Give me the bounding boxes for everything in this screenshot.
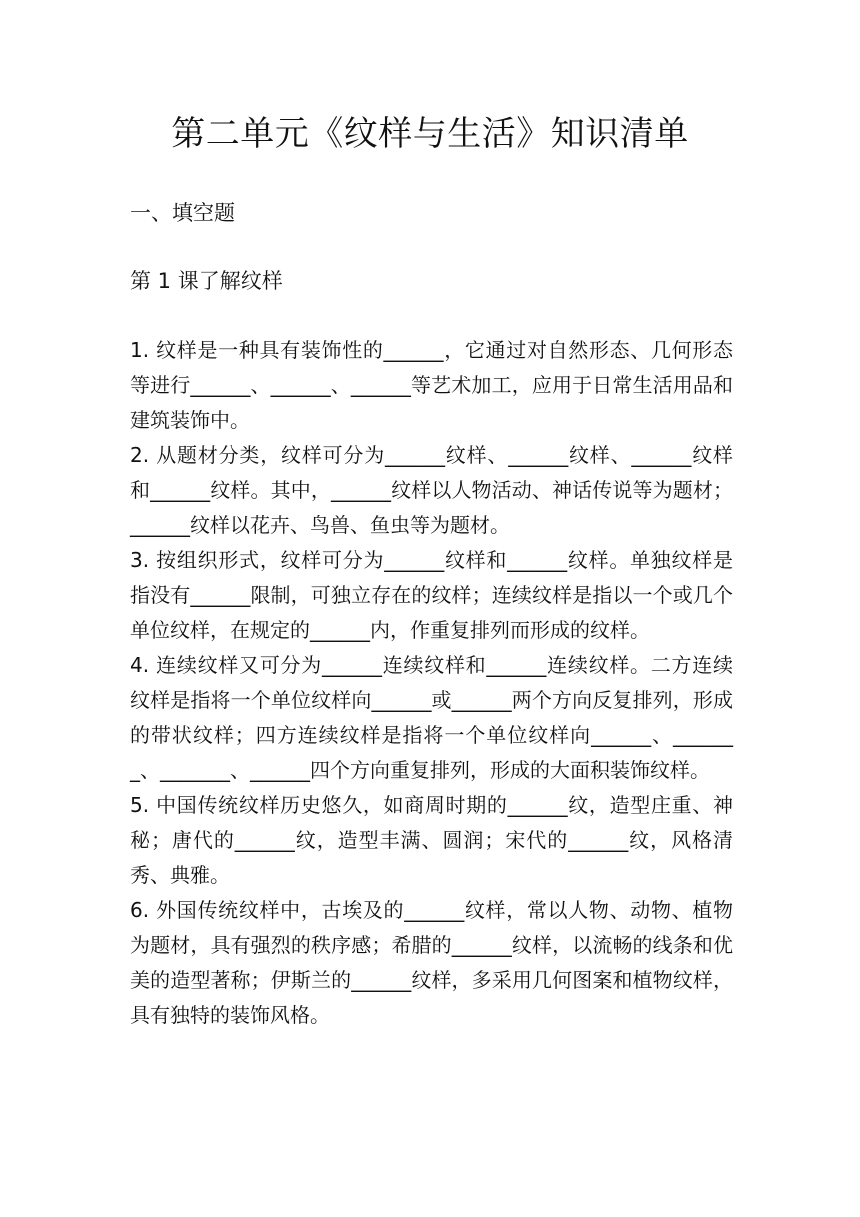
question-item-2: 2. 从题材分类，纹样可分为______纹样、______纹样、______纹样和______纹样。其中，______纹样以人物活动、神话传说等为题材；______纹样以花卉、鸟兽、鱼虫等为题材。: [130, 443, 733, 537]
question-item-1: 1. 纹样是一种具有装饰性的______，它通过对自然形态、几何形态等进行______、______、______等艺术加工，应用于日常生活用品和建筑装饰中。: [130, 338, 733, 432]
question-item-5: 5. 中国传统纹样历史悠久，如商周时期的______纹，造型庄重、神秘；唐代的______纹，造型丰满、圆润；宋代的______纹，风格清秀、典雅。: [130, 793, 733, 887]
question-list: [130, 333, 733, 1033]
section-heading: 一、填空题: [130, 201, 235, 225]
question-item-6: 6. 外国传统纹样中，古埃及的______纹样，常以人物、动物、植物为题材，具有强烈的秩序感；希腊的______纹样，以流畅的线条和优美的造型著称；伊斯兰的______纹样，多采用几何图案和植物纹样，具有独特的装饰风格。: [130, 898, 733, 1027]
document-title: 第二单元《纹样与生活》知识清单: [171, 114, 689, 154]
lesson-heading: 第 1 课了解纹样: [130, 269, 283, 293]
question-item-3: 3. 按组织形式，纹样可分为______纹样和______纹样。单独纹样是指没有______限制，可独立存在的纹样；连续纹样是指以一个或几个单位纹样，在规定的______内，作重复排列而形成的纹样。: [130, 548, 733, 642]
question-item-4: 4. 连续纹样又可分为______连续纹样和______连续纹样。二方连续纹样是指将一个单位纹样向______或______两个方向反复排列，形成的带状纹样；四方连续纹样是指将一个单位纹样向______、_______、_______、______四个方向重复排列，形成的大面积装饰纹样。: [130, 653, 733, 782]
